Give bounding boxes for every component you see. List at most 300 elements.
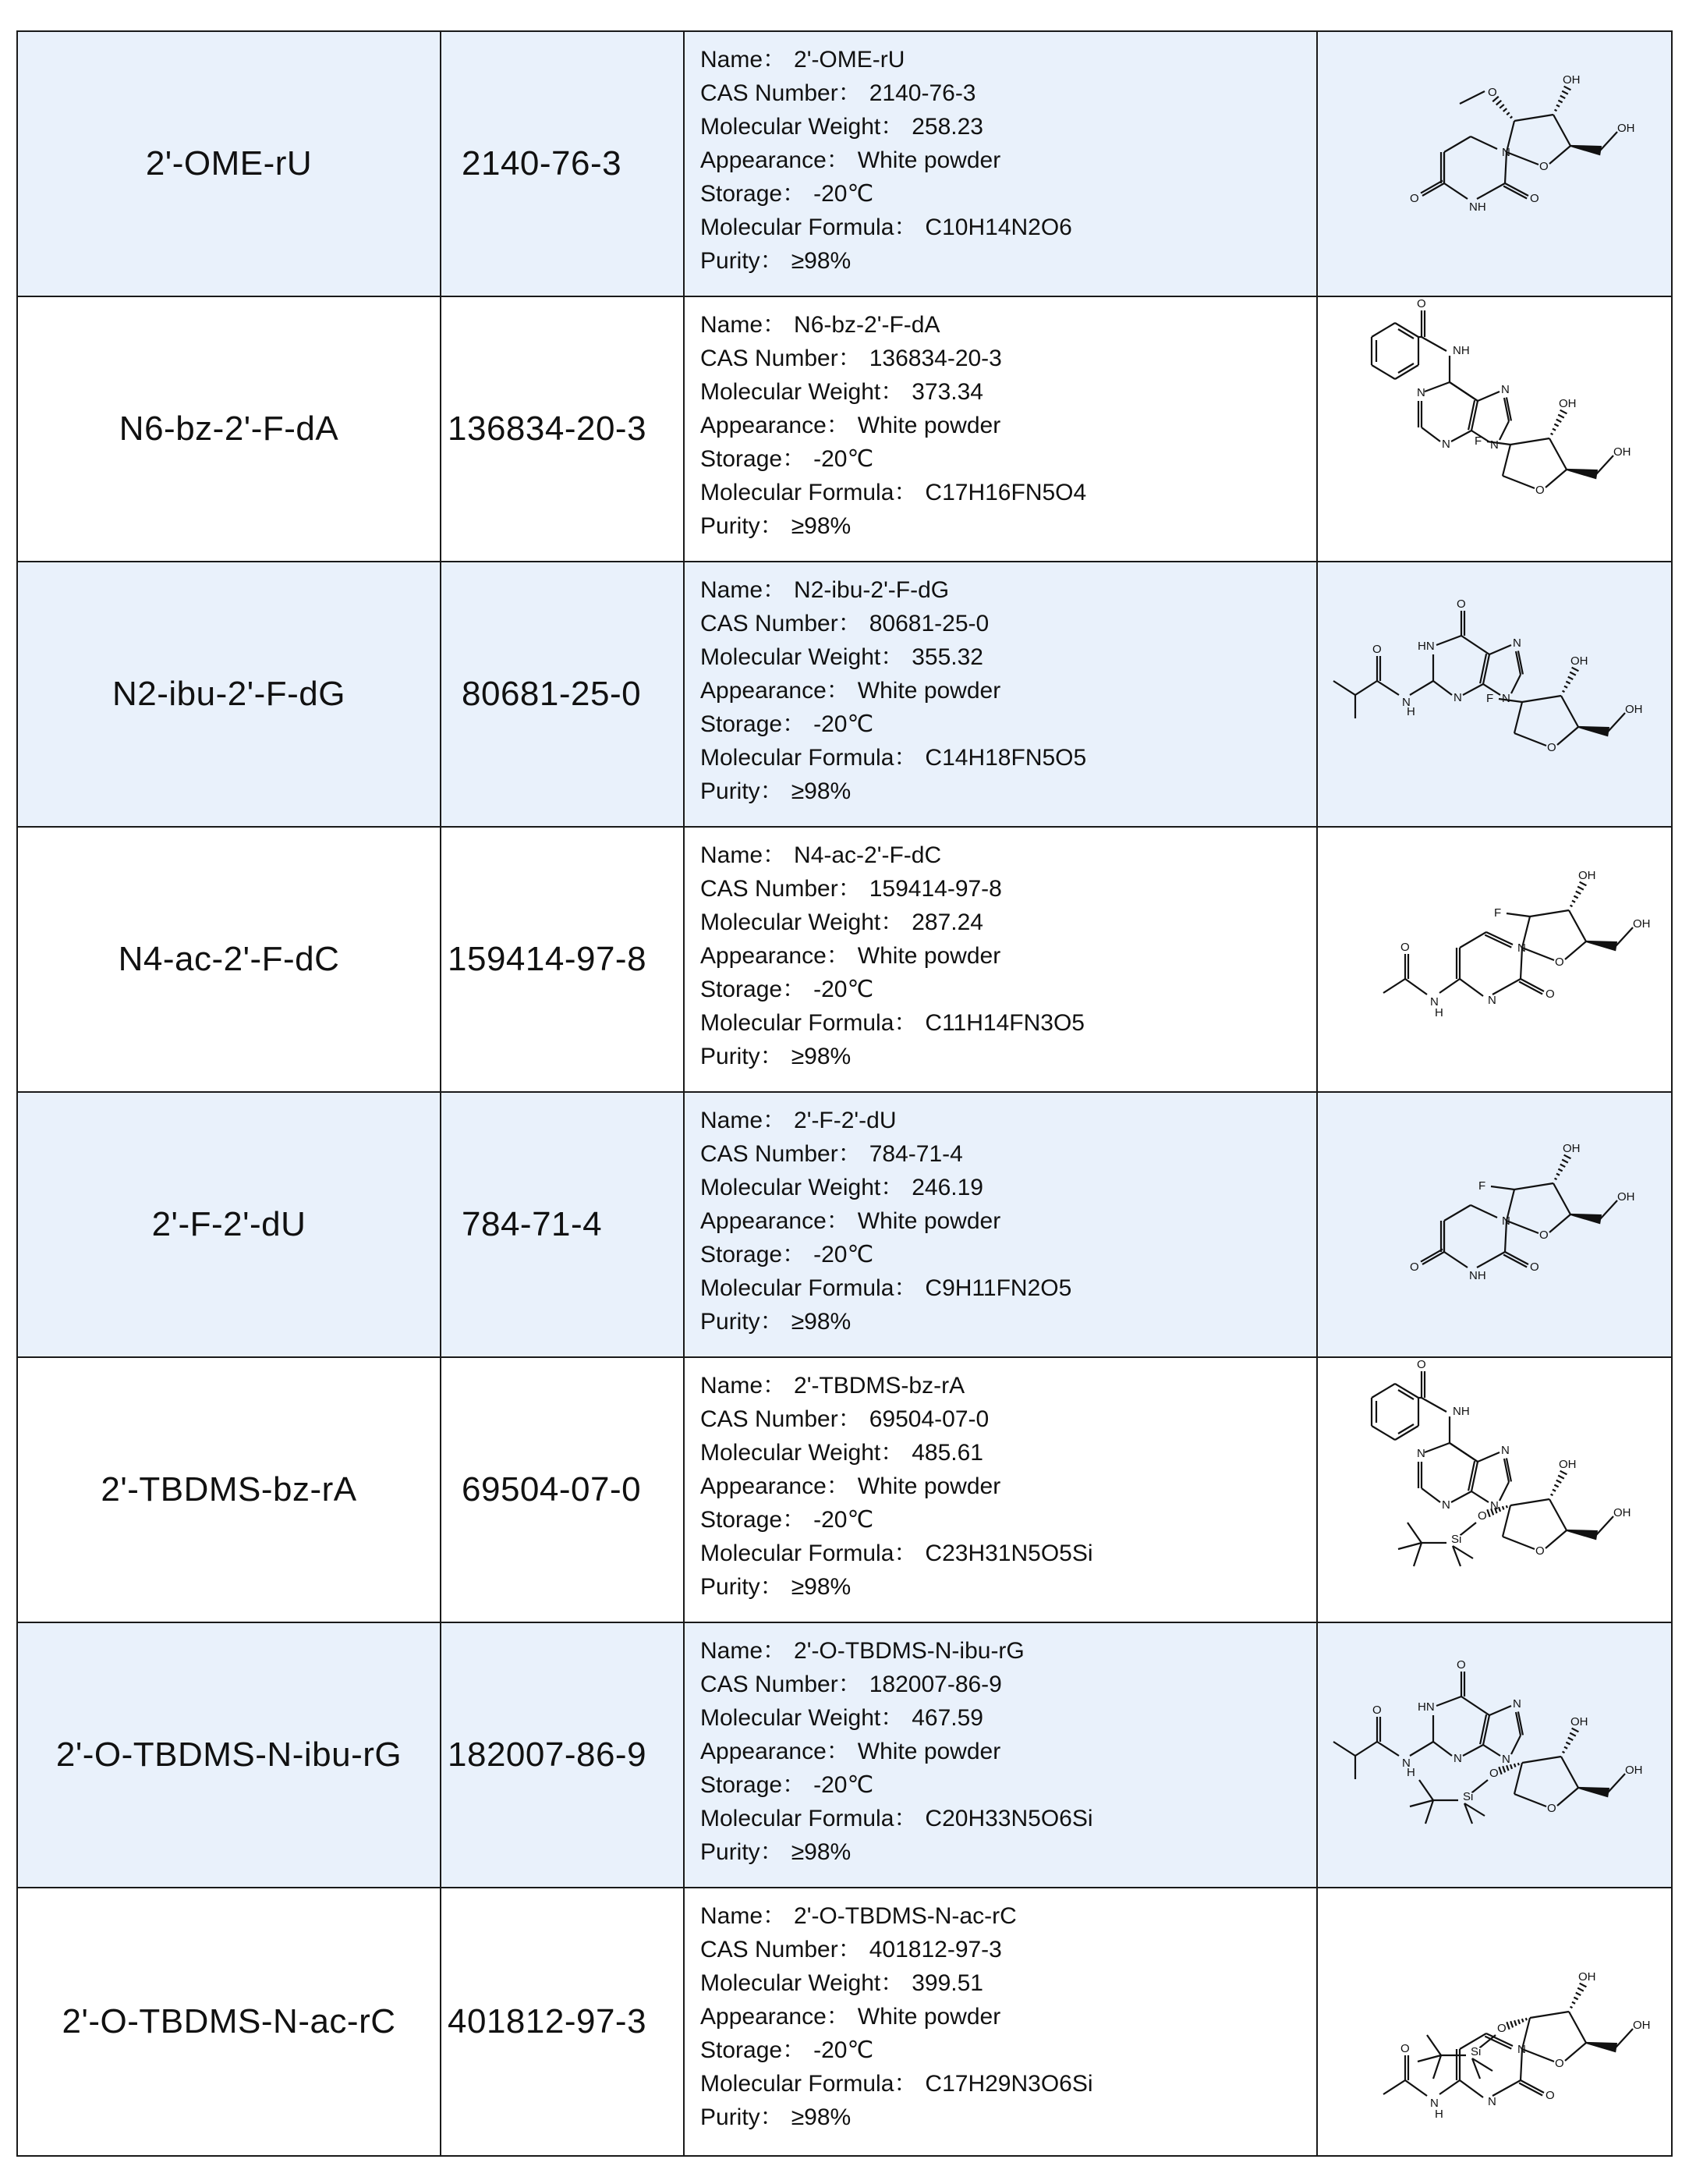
svg-text:N: N (1416, 386, 1425, 399)
detail-cas (700, 1137, 1316, 1171)
detail-value: -20℃ (813, 181, 874, 207)
svg-text:O: O (1496, 2022, 1507, 2035)
detail-label: CAS Number： (700, 1672, 862, 1697)
detail-value: 80681-25-0 (869, 611, 990, 636)
svg-text:N: N (1487, 994, 1496, 1007)
detail-value: 2'-TBDMS-bz-rA (794, 1373, 965, 1399)
detail-appearance (700, 1470, 1316, 1503)
details-cell (685, 1888, 1318, 2155)
svg-text:OH: OH (1570, 654, 1588, 668)
detail-label: Name： (700, 47, 787, 73)
detail-cas (700, 1933, 1316, 1966)
detail-value: -20℃ (813, 2037, 874, 2063)
detail-label: Molecular Weight： (700, 1970, 905, 1996)
details-cell (685, 1358, 1318, 1622)
detail-label: Molecular Weight： (700, 644, 905, 670)
detail-value: 467.59 (912, 1705, 983, 1731)
svg-text:O: O (1529, 1260, 1539, 1274)
svg-text:O: O (1400, 2042, 1410, 2055)
svg-text:N: N (1501, 1214, 1510, 1228)
detail-purity (700, 509, 1316, 543)
detail-value: White powder (857, 943, 1001, 969)
detail-value: ≥98% (791, 1309, 852, 1335)
detail-value: White powder (857, 147, 1001, 173)
structure-cell (1318, 1623, 1671, 1887)
svg-text:O: O (1477, 1509, 1487, 1523)
detail-label: Molecular Formula： (700, 2071, 918, 2097)
svg-text:O: O (1409, 1260, 1419, 1274)
svg-text:OH: OH (1577, 869, 1595, 882)
svg-text:Si: Si (1470, 2045, 1481, 2058)
svg-text:OH: OH (1558, 397, 1576, 410)
cas-value: 784-71-4 (462, 1205, 603, 1243)
svg-text:NH: NH (1452, 344, 1470, 357)
product-short-name-cell (18, 1093, 441, 1356)
svg-text:H: H (1406, 705, 1415, 718)
details-cell (685, 32, 1318, 296)
detail-formula (700, 2067, 1316, 2101)
detail-value: 2'-O-TBDMS-N-ibu-rG (794, 1638, 1025, 1664)
detail-mw (700, 1436, 1316, 1470)
svg-text:N: N (1453, 691, 1462, 704)
detail-label: Appearance： (700, 1473, 850, 1499)
svg-text:N: N (1487, 2095, 1496, 2108)
svg-text:HN: HN (1417, 1700, 1435, 1714)
detail-value: White powder (857, 678, 1001, 704)
svg-text:F: F (1493, 906, 1501, 920)
svg-text:Si: Si (1450, 1533, 1461, 1546)
cas-value: 182007-86-9 (448, 1736, 647, 1774)
detail-label: CAS Number： (700, 1141, 862, 1167)
detail-mw (700, 1701, 1316, 1735)
detail-value: 2140-76-3 (869, 80, 976, 106)
detail-formula (700, 1271, 1316, 1305)
detail-cas (700, 607, 1316, 640)
detail-label: Purity： (700, 1574, 784, 1600)
detail-label: Molecular Weight： (700, 1175, 905, 1200)
detail-name (700, 1104, 1316, 1137)
detail-label: Name： (700, 1373, 787, 1399)
cas-cell (441, 1358, 685, 1622)
detail-purity (700, 244, 1316, 278)
product-short-name: N4-ac-2'-F-dC (118, 940, 340, 978)
structure-cell (1318, 297, 1671, 561)
detail-storage (700, 2033, 1316, 2067)
svg-text:N: N (1501, 146, 1510, 159)
detail-purity (700, 1040, 1316, 1073)
detail-value: White powder (857, 413, 1001, 438)
svg-text:H: H (1434, 1006, 1443, 1019)
detail-label: Purity： (700, 513, 784, 539)
detail-appearance (700, 2000, 1316, 2033)
svg-text:O: O (1489, 1767, 1499, 1780)
detail-value: ≥98% (791, 513, 852, 539)
detail-mw (700, 640, 1316, 674)
detail-value: ≥98% (791, 1574, 852, 1600)
svg-text:OH: OH (1562, 73, 1580, 87)
detail-value: -20℃ (813, 446, 874, 472)
product-short-name: N2-ibu-2'-F-dG (112, 675, 345, 713)
detail-value: C14H18FN5O5 (925, 745, 1087, 771)
cas-value: 401812-97-3 (448, 2002, 647, 2040)
structure-cell (1318, 828, 1671, 1091)
table-row (18, 1888, 1671, 2155)
detail-label: Molecular Formula： (700, 1275, 918, 1301)
product-short-name-cell (18, 1623, 441, 1887)
detail-purity (700, 2101, 1316, 2134)
detail-value: -20℃ (813, 1772, 874, 1798)
cas-cell (441, 1623, 685, 1887)
svg-text:N: N (1489, 438, 1499, 452)
detail-label: Purity： (700, 2104, 784, 2130)
table-row (18, 828, 1671, 1093)
detail-value: 399.51 (912, 1970, 983, 1996)
svg-text:O: O (1456, 1658, 1466, 1672)
detail-formula (700, 211, 1316, 244)
detail-value: 355.32 (912, 644, 983, 670)
detail-name (700, 573, 1316, 607)
detail-storage (700, 1768, 1316, 1802)
detail-value: C10H14N2O6 (925, 214, 1072, 240)
detail-value: 784-71-4 (869, 1141, 963, 1167)
detail-value: 182007-86-9 (869, 1672, 1002, 1697)
detail-value: White powder (857, 1208, 1001, 1234)
svg-text:N: N (1429, 2097, 1439, 2110)
cas-value: 2140-76-3 (462, 144, 622, 183)
detail-label: Molecular Weight： (700, 1440, 905, 1466)
detail-label: Storage： (700, 1242, 806, 1268)
svg-text:Si: Si (1462, 1790, 1473, 1803)
svg-text:NH: NH (1452, 1405, 1470, 1418)
svg-text:N: N (1517, 2043, 1526, 2056)
detail-label: Name： (700, 312, 787, 338)
detail-formula (700, 1802, 1316, 1835)
svg-text:O: O (1416, 297, 1426, 310)
detail-label: Name： (700, 1638, 787, 1664)
detail-purity (700, 1570, 1316, 1604)
detail-formula (700, 741, 1316, 775)
chemical-structure-icon (1327, 1358, 1662, 1611)
detail-value: White powder (857, 1473, 1001, 1499)
detail-label: CAS Number： (700, 876, 862, 902)
detail-value: 401812-97-3 (869, 1937, 1002, 1962)
detail-value: 373.34 (912, 379, 983, 405)
svg-text:OH: OH (1624, 1764, 1642, 1777)
product-short-name-cell (18, 1358, 441, 1622)
detail-label: Storage： (700, 181, 806, 207)
detail-label: Appearance： (700, 413, 850, 438)
table-row (18, 1358, 1671, 1623)
product-short-name-cell (18, 32, 441, 296)
detail-mw (700, 375, 1316, 409)
svg-text:N: N (1401, 1757, 1411, 1770)
chemical-structure-icon (1327, 838, 1662, 1080)
detail-label: Appearance： (700, 1739, 850, 1764)
svg-text:O: O (1539, 160, 1549, 173)
product-short-name-cell (18, 1888, 441, 2155)
detail-value: White powder (857, 2004, 1001, 2030)
detail-name (700, 308, 1316, 342)
svg-text:N: N (1429, 995, 1439, 1009)
details-cell (685, 1093, 1318, 1356)
detail-storage (700, 707, 1316, 741)
detail-label: Molecular Formula： (700, 1010, 918, 1036)
product-short-name: 2'-F-2'-dU (151, 1205, 306, 1243)
detail-value: C11H14FN3O5 (925, 1010, 1085, 1036)
details-cell (685, 1623, 1318, 1887)
product-short-name-cell (18, 297, 441, 561)
svg-text:O: O (1539, 1228, 1549, 1242)
svg-text:O: O (1456, 597, 1466, 611)
detail-cas (700, 1402, 1316, 1436)
product-short-name-cell (18, 828, 441, 1091)
detail-value: ≥98% (791, 248, 852, 274)
detail-value: C17H16FN5O4 (925, 480, 1087, 505)
svg-text:NH: NH (1468, 1269, 1486, 1282)
svg-text:OH: OH (1562, 1142, 1580, 1155)
details-cell (685, 297, 1318, 561)
table-row (18, 562, 1671, 828)
structure-cell (1318, 562, 1671, 826)
svg-text:N: N (1489, 1499, 1499, 1512)
chemical-structure-icon (1327, 573, 1662, 815)
detail-value: C20H33N5O6Si (925, 1806, 1093, 1831)
detail-appearance (700, 674, 1316, 707)
detail-value: ≥98% (791, 1839, 852, 1865)
table-row (18, 297, 1671, 562)
detail-value: 159414-97-8 (869, 876, 1002, 902)
detail-label: Appearance： (700, 147, 850, 173)
detail-value: C17H29N3O6Si (925, 2071, 1093, 2097)
svg-text:N: N (1416, 1447, 1425, 1460)
detail-storage (700, 1238, 1316, 1271)
detail-purity (700, 1305, 1316, 1338)
chemical-structure-icon (1327, 1104, 1662, 1346)
detail-cas (700, 76, 1316, 110)
chemical-structure-icon (1327, 43, 1662, 285)
detail-label: Appearance： (700, 1208, 850, 1234)
svg-text:O: O (1545, 987, 1555, 1001)
svg-text:N: N (1517, 941, 1526, 955)
svg-text:N: N (1500, 1444, 1510, 1457)
detail-label: CAS Number： (700, 1937, 862, 1962)
detail-appearance (700, 144, 1316, 177)
table-row (18, 1093, 1671, 1358)
detail-value: N2-ibu-2'-F-dG (794, 577, 950, 603)
detail-value: C9H11FN2O5 (925, 1275, 1072, 1301)
detail-mw (700, 1966, 1316, 2000)
table-row (18, 1623, 1671, 1888)
detail-value: 485.61 (912, 1440, 983, 1466)
svg-text:OH: OH (1570, 1715, 1588, 1728)
detail-label: Storage： (700, 1772, 806, 1798)
svg-text:N: N (1401, 696, 1411, 709)
detail-value: 2'-F-2'-dU (794, 1108, 897, 1133)
detail-storage (700, 442, 1316, 476)
detail-value: 258.23 (912, 114, 983, 140)
detail-value: -20℃ (813, 1507, 874, 1533)
svg-text:O: O (1416, 1358, 1426, 1371)
svg-text:N: N (1453, 1752, 1462, 1765)
detail-label: Appearance： (700, 943, 850, 969)
product-short-name: N6-bz-2'-F-dA (119, 410, 339, 448)
detail-label: CAS Number： (700, 80, 862, 106)
detail-label: Molecular Formula： (700, 1540, 918, 1566)
detail-label: Name： (700, 842, 787, 868)
svg-text:O: O (1372, 1704, 1382, 1717)
detail-label: Molecular Weight： (700, 379, 905, 405)
svg-text:O: O (1409, 192, 1419, 205)
detail-label: Purity： (700, 1044, 784, 1069)
detail-value: 2'-OME-rU (794, 47, 905, 73)
detail-cas (700, 872, 1316, 906)
svg-text:OH: OH (1616, 122, 1634, 135)
detail-value: 136834-20-3 (869, 346, 1002, 371)
detail-value: 246.19 (912, 1175, 983, 1200)
svg-text:O: O (1554, 956, 1564, 969)
detail-name (700, 43, 1316, 76)
svg-text:N: N (1441, 1498, 1450, 1512)
svg-text:N: N (1512, 636, 1521, 650)
svg-text:O: O (1400, 941, 1410, 954)
details-cell (685, 562, 1318, 826)
product-short-name: 2'-OME-rU (145, 144, 313, 183)
detail-purity (700, 775, 1316, 808)
svg-text:F: F (1485, 692, 1493, 705)
svg-text:N: N (1501, 692, 1510, 705)
detail-storage (700, 177, 1316, 211)
detail-name (700, 1634, 1316, 1668)
detail-mw (700, 110, 1316, 144)
cas-cell (441, 32, 685, 296)
detail-label: Molecular Formula： (700, 745, 918, 771)
svg-text:N: N (1512, 1697, 1521, 1711)
svg-text:OH: OH (1577, 1970, 1595, 1984)
detail-label: CAS Number： (700, 1406, 862, 1432)
cas-cell (441, 297, 685, 561)
svg-text:OH: OH (1632, 2019, 1650, 2032)
detail-label: Storage： (700, 2037, 806, 2063)
detail-value: -20℃ (813, 1242, 874, 1268)
svg-text:OH: OH (1613, 445, 1631, 459)
svg-text:OH: OH (1624, 703, 1642, 716)
detail-mw (700, 1171, 1316, 1204)
chemical-structure-icon (1327, 1901, 1662, 2143)
svg-text:HN: HN (1417, 640, 1435, 653)
detail-label: CAS Number： (700, 611, 862, 636)
detail-name (700, 1899, 1316, 1933)
details-cell (685, 828, 1318, 1091)
svg-text:NH: NH (1468, 200, 1486, 214)
structure-cell (1318, 1358, 1671, 1622)
cas-value: 136834-20-3 (448, 410, 647, 448)
detail-purity (700, 1835, 1316, 1869)
product-short-name: 2'-O-TBDMS-N-ac-rC (62, 2002, 396, 2040)
detail-label: Storage： (700, 711, 806, 737)
detail-label: Molecular Weight： (700, 1705, 905, 1731)
cas-cell (441, 562, 685, 826)
detail-formula (700, 1537, 1316, 1570)
detail-appearance (700, 1735, 1316, 1768)
cas-cell (441, 1093, 685, 1356)
svg-text:O: O (1372, 643, 1382, 656)
detail-label: Purity： (700, 1839, 784, 1865)
detail-name (700, 838, 1316, 872)
svg-text:N: N (1501, 1753, 1510, 1766)
chemical-structure-icon (1327, 297, 1662, 550)
svg-text:O: O (1535, 484, 1545, 497)
detail-value: 69504-07-0 (869, 1406, 990, 1432)
cas-value: 80681-25-0 (462, 675, 642, 713)
svg-text:O: O (1546, 1802, 1556, 1815)
detail-value: 287.24 (912, 909, 983, 935)
detail-label: Name： (700, 1903, 787, 1929)
svg-text:F: F (1478, 1179, 1485, 1193)
detail-storage (700, 1503, 1316, 1537)
detail-cas (700, 1668, 1316, 1701)
svg-text:N: N (1441, 438, 1450, 451)
svg-text:N: N (1500, 383, 1510, 396)
detail-value: C23H31N5O5Si (925, 1540, 1093, 1566)
detail-value: -20℃ (813, 977, 874, 1002)
detail-label: CAS Number： (700, 346, 862, 371)
svg-text:O: O (1529, 192, 1539, 205)
structure-cell (1318, 1888, 1671, 2155)
detail-label: Storage： (700, 446, 806, 472)
svg-text:O: O (1545, 2089, 1555, 2102)
structure-cell (1318, 32, 1671, 296)
product-short-name-cell (18, 562, 441, 826)
product-short-name: 2'-O-TBDMS-N-ibu-rG (55, 1736, 402, 1774)
detail-formula (700, 1006, 1316, 1040)
detail-label: Name： (700, 577, 787, 603)
detail-name (700, 1369, 1316, 1402)
detail-label: Purity： (700, 778, 784, 804)
cas-value: 69504-07-0 (462, 1470, 642, 1509)
detail-label: Appearance： (700, 678, 850, 704)
cas-cell (441, 1888, 685, 2155)
cas-cell (441, 828, 685, 1091)
detail-value: -20℃ (813, 711, 874, 737)
detail-value: ≥98% (791, 1044, 852, 1069)
structure-cell (1318, 1093, 1671, 1356)
detail-label: Name： (700, 1108, 787, 1133)
detail-value: N6-bz-2'-F-dA (794, 312, 940, 338)
detail-storage (700, 973, 1316, 1006)
detail-formula (700, 476, 1316, 509)
detail-mw (700, 906, 1316, 939)
svg-text:H: H (1406, 1766, 1415, 1779)
svg-text:OH: OH (1558, 1458, 1576, 1471)
detail-value: ≥98% (791, 778, 852, 804)
detail-label: Storage： (700, 1507, 806, 1533)
product-table (16, 30, 1673, 2157)
detail-label: Appearance： (700, 2004, 850, 2030)
detail-value: ≥98% (791, 2104, 852, 2130)
detail-label: Molecular Formula： (700, 214, 918, 240)
cas-value: 159414-97-8 (448, 940, 647, 978)
svg-text:H: H (1434, 2108, 1443, 2121)
svg-text:O: O (1554, 2057, 1564, 2070)
detail-label: Purity： (700, 248, 784, 274)
detail-label: Molecular Formula： (700, 480, 918, 505)
svg-text:OH: OH (1632, 917, 1650, 931)
detail-label: Molecular Weight： (700, 909, 905, 935)
svg-text:O: O (1535, 1544, 1545, 1558)
svg-text:O: O (1487, 86, 1497, 99)
detail-appearance (700, 1204, 1316, 1238)
chemical-structure-icon (1327, 1634, 1662, 1876)
